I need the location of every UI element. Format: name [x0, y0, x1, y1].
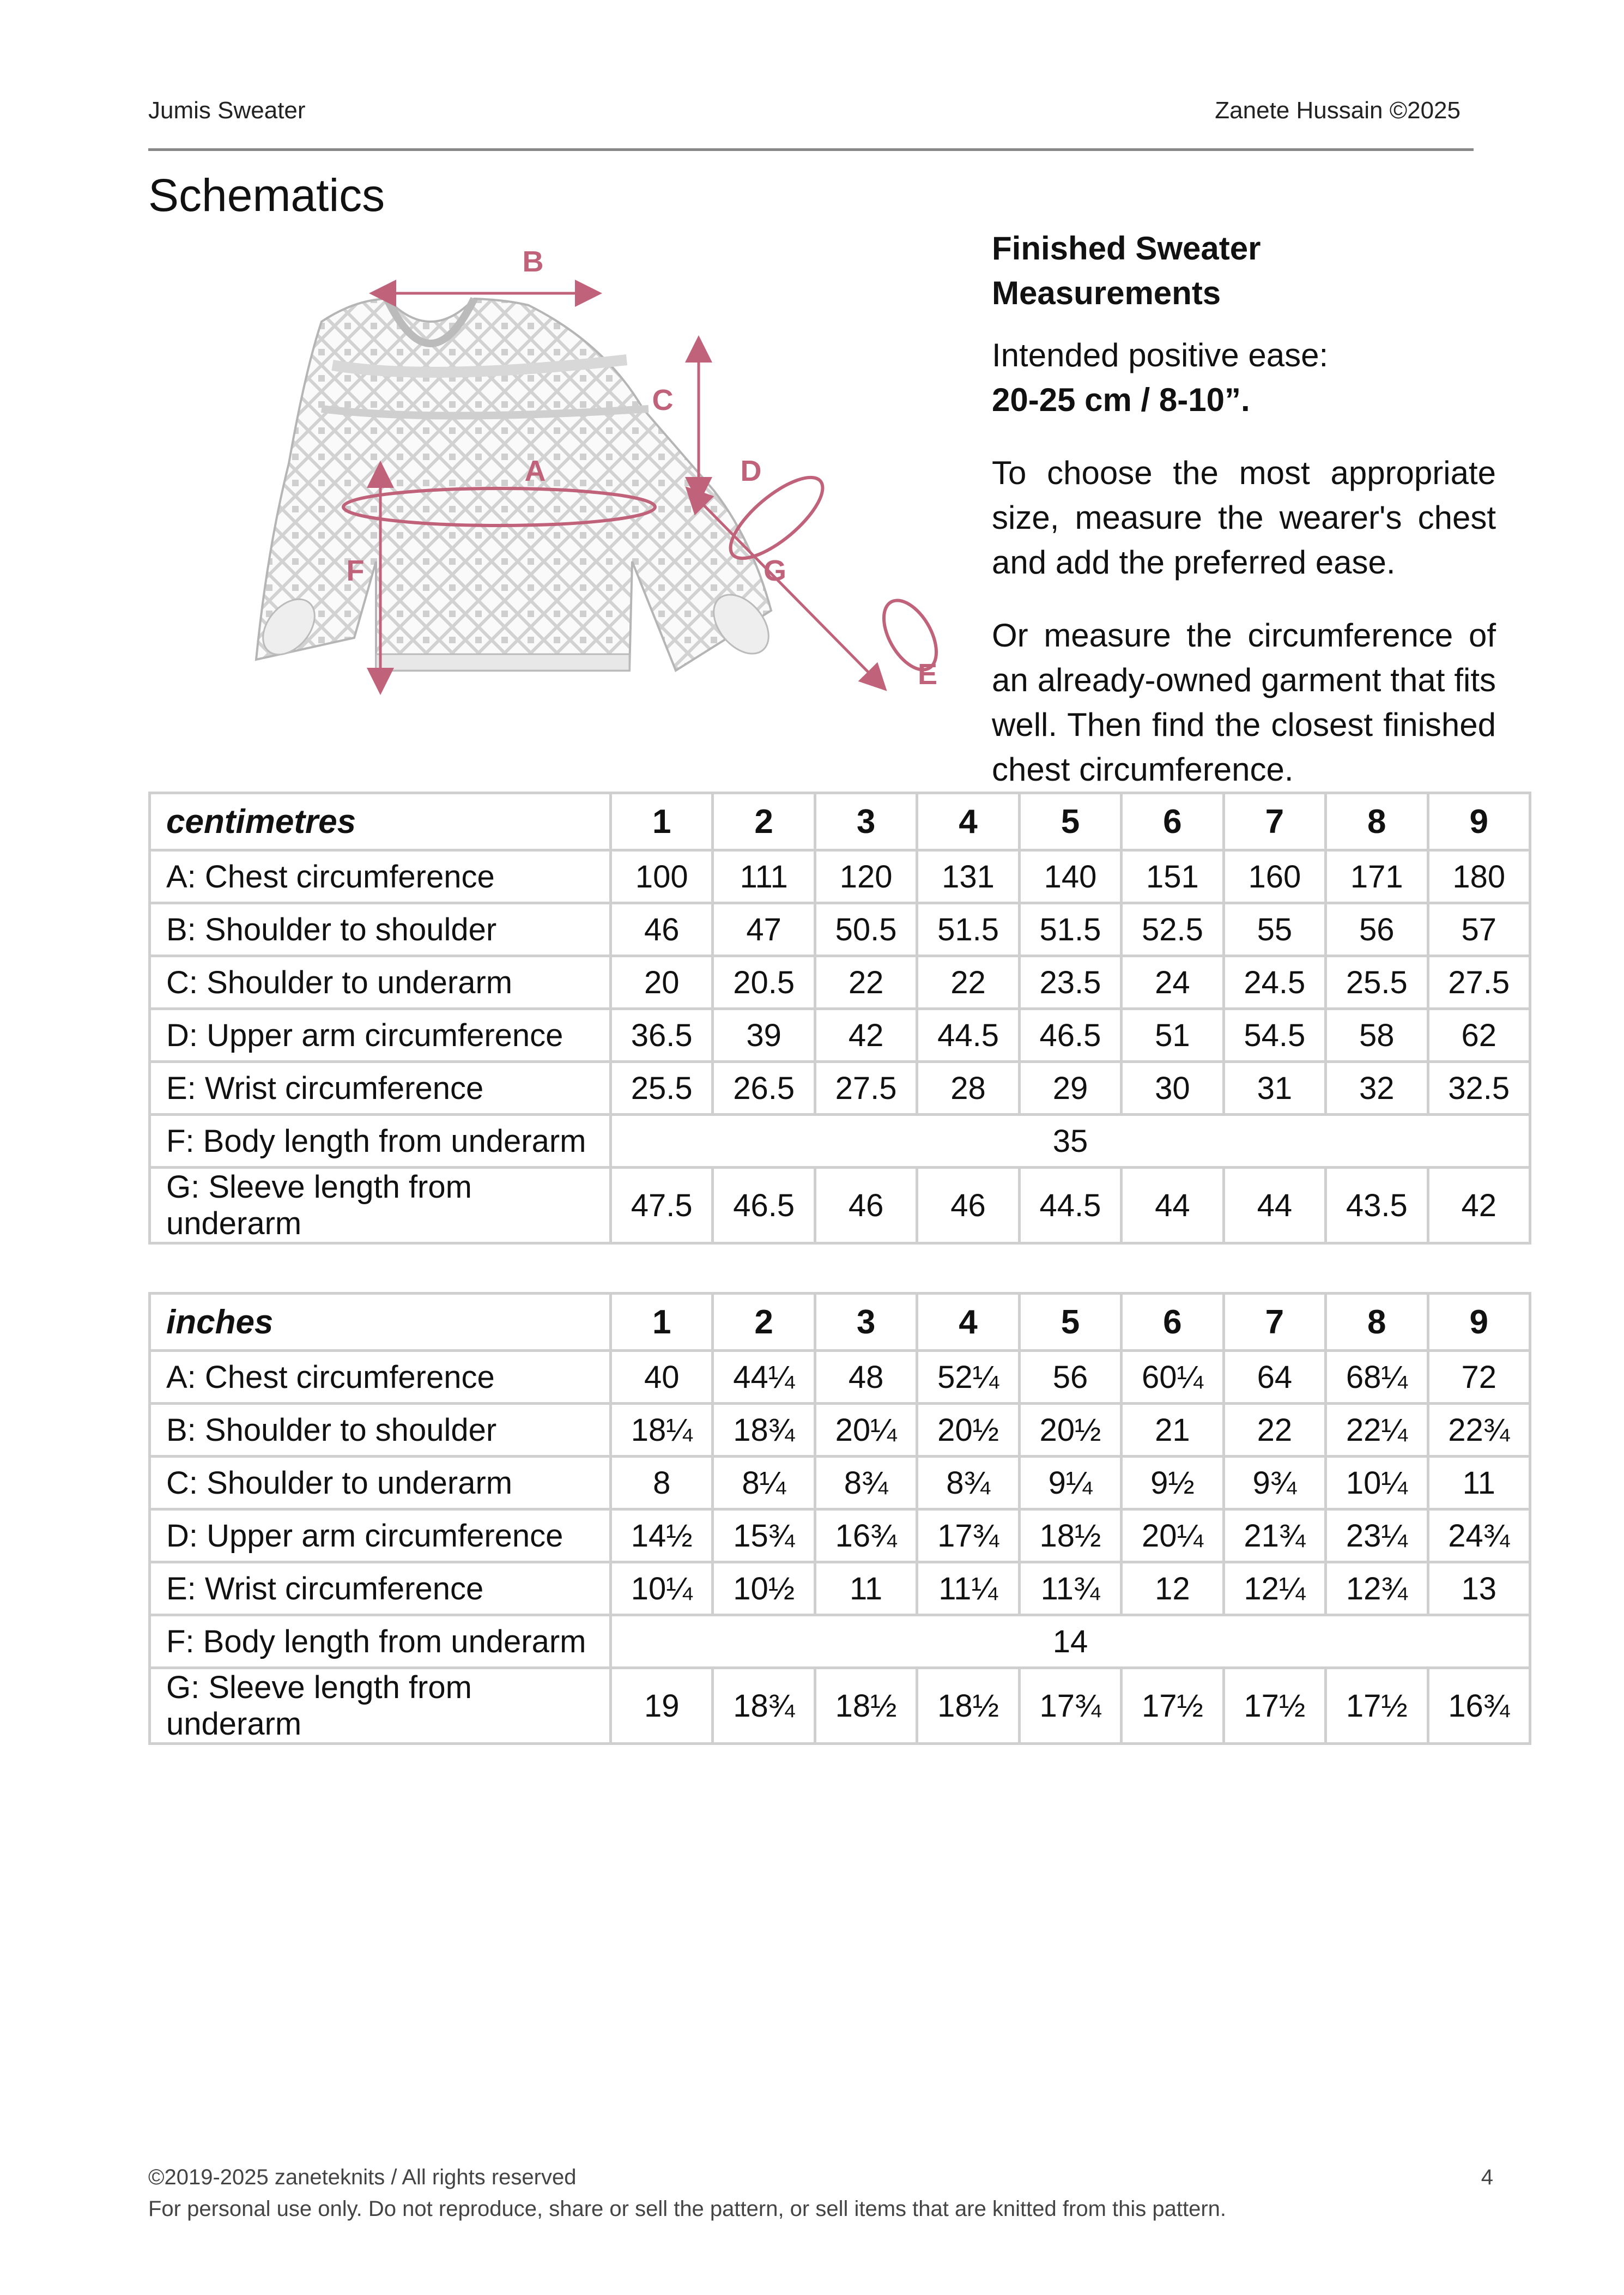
- table-cell: 16¾: [1428, 1668, 1530, 1744]
- table-cell-merged: 14: [611, 1615, 1530, 1668]
- table-cell: 50.5: [815, 903, 917, 956]
- table-cell: 40: [611, 1351, 713, 1404]
- schematic-label-d: D: [740, 455, 762, 487]
- table-cell: 47: [713, 903, 815, 956]
- table-cell: 32: [1326, 1062, 1428, 1115]
- table-cell: 20½: [1019, 1404, 1121, 1457]
- measurement-label: G: Sleeve length from underarm: [150, 1168, 611, 1243]
- size-header: 2: [713, 793, 815, 850]
- size-header: 9: [1428, 793, 1530, 850]
- table-cell: 44.5: [1019, 1168, 1121, 1243]
- table-cell: 100: [611, 850, 713, 903]
- table-cell: 10½: [713, 1562, 815, 1615]
- table-row: [150, 1668, 1530, 1744]
- table-cell: 58: [1326, 1009, 1428, 1062]
- measurement-label: C: Shoulder to underarm: [150, 956, 611, 1009]
- table-cell: 27.5: [815, 1062, 917, 1115]
- table-cell: 18¾: [713, 1404, 815, 1457]
- table-cell: 29: [1019, 1062, 1121, 1115]
- ease-paragraph: [992, 333, 1496, 422]
- table-row: [150, 1404, 1530, 1457]
- table-header-row: [150, 1294, 1530, 1351]
- table-cell: 12: [1122, 1562, 1223, 1615]
- table-cell: 131: [917, 850, 1019, 903]
- measurement-label: A: Chest circumference: [150, 1351, 611, 1404]
- size-header: 6: [1122, 1294, 1223, 1351]
- table-cell: 12¼: [1223, 1562, 1325, 1615]
- table-row: [150, 903, 1530, 956]
- table-row: [150, 850, 1530, 903]
- size-header: 7: [1223, 1294, 1325, 1351]
- table-cell: 21¾: [1223, 1509, 1325, 1562]
- table-cell: 23.5: [1019, 956, 1121, 1009]
- table-cell: 25.5: [611, 1062, 713, 1115]
- schematic-label-b: B: [522, 245, 544, 278]
- instruction-paragraph-2: Or measure the circumference of an already-owned garment that fits well. Then find the closest finished chest circumference.: [992, 617, 1496, 788]
- table-cell: 52¼: [917, 1351, 1019, 1404]
- table-cell: 44.5: [917, 1009, 1019, 1062]
- measurements-intro: [992, 226, 1496, 820]
- measurement-label: C: Shoulder to underarm: [150, 1457, 611, 1509]
- table-cell: 20¼: [1122, 1509, 1223, 1562]
- schematic-label-g: G: [763, 554, 787, 587]
- table-cell: 31: [1223, 1062, 1325, 1115]
- table-inches: [148, 1292, 1531, 1745]
- table-cell-merged: 35: [611, 1115, 1530, 1168]
- table-cell: 55: [1223, 903, 1325, 956]
- page-title: Schematics: [148, 170, 385, 221]
- table-cell: 24.5: [1223, 956, 1325, 1009]
- size-header: 8: [1326, 1294, 1428, 1351]
- size-header: 5: [1019, 1294, 1121, 1351]
- schematic-label-c: C: [652, 384, 674, 416]
- table-cell: 51.5: [1019, 903, 1121, 956]
- table-row: [150, 1009, 1530, 1062]
- table-cell: 72: [1428, 1351, 1530, 1404]
- unit-label: centimetres: [150, 793, 611, 850]
- measurement-label: F: Body length from underarm: [150, 1615, 611, 1668]
- table-cell: 22¾: [1428, 1404, 1530, 1457]
- table-cell: 23¼: [1326, 1509, 1428, 1562]
- measurement-label: D: Upper arm circumference: [150, 1009, 611, 1062]
- table-cell: 22: [1223, 1404, 1325, 1457]
- sweater-schematic: [125, 234, 975, 714]
- sweater-outline: [256, 299, 771, 671]
- table-cell: 56: [1326, 903, 1428, 956]
- section-heading: Finished Sweater Measurements: [992, 230, 1261, 311]
- table-cell: 8¾: [917, 1457, 1019, 1509]
- table-cell: 12¾: [1326, 1562, 1428, 1615]
- table-cell: 21: [1122, 1404, 1223, 1457]
- table-row: [150, 1168, 1530, 1243]
- table-cell: 42: [815, 1009, 917, 1062]
- table-cell: 18¼: [611, 1404, 713, 1457]
- table-cell: 18½: [917, 1668, 1019, 1744]
- table-cell: 68¼: [1326, 1351, 1428, 1404]
- table-cell: 24: [1122, 956, 1223, 1009]
- table-cell: 22: [815, 956, 917, 1009]
- size-header: 6: [1122, 793, 1223, 850]
- table-cell: 18½: [1019, 1509, 1121, 1562]
- table-cell: 8¾: [815, 1457, 917, 1509]
- table-cell: 44: [1223, 1168, 1325, 1243]
- footer-copyright: ©2019-2025 zaneteknits / All rights reserved: [148, 2165, 577, 2189]
- table-cell: 8¼: [713, 1457, 815, 1509]
- table-cell: 22¼: [1326, 1404, 1428, 1457]
- table-cell: 46.5: [713, 1168, 815, 1243]
- table-cell: 46: [611, 903, 713, 956]
- table-cell: 151: [1122, 850, 1223, 903]
- table-cell: 10¼: [611, 1562, 713, 1615]
- table-cell: 16¾: [815, 1509, 917, 1562]
- table-cell: 36.5: [611, 1009, 713, 1062]
- table-cell: 9¼: [1019, 1457, 1121, 1509]
- table-row: [150, 1115, 1530, 1168]
- table-cell: 26.5: [713, 1062, 815, 1115]
- table-cell: 20¼: [815, 1404, 917, 1457]
- table-cell: 44¼: [713, 1351, 815, 1404]
- table-cell: 120: [815, 850, 917, 903]
- ease-intro: Intended positive ease:: [992, 337, 1329, 373]
- table-header-row: [150, 793, 1530, 850]
- table-cell: 54.5: [1223, 1009, 1325, 1062]
- size-header: 3: [815, 793, 917, 850]
- table-cell: 32.5: [1428, 1062, 1530, 1115]
- measurement-label: F: Body length from underarm: [150, 1115, 611, 1168]
- measurement-label: E: Wrist circumference: [150, 1562, 611, 1615]
- size-header: 1: [611, 1294, 713, 1351]
- header-pattern-name: Jumis Sweater: [148, 97, 306, 124]
- table-cell: 43.5: [1326, 1168, 1428, 1243]
- size-header: 8: [1326, 793, 1428, 850]
- table-cell: 46.5: [1019, 1009, 1121, 1062]
- schematic-label-e: E: [917, 658, 938, 691]
- table-cell: 27.5: [1428, 956, 1530, 1009]
- table-cell: 10¼: [1326, 1457, 1428, 1509]
- table-row: [150, 956, 1530, 1009]
- measurement-label: B: Shoulder to shoulder: [150, 903, 611, 956]
- measurement-label: G: Sleeve length from underarm: [150, 1668, 611, 1744]
- table-row: [150, 1562, 1530, 1615]
- table-cell: 18½: [815, 1668, 917, 1744]
- header-author: Zanete Hussain ©2025: [1215, 97, 1461, 124]
- table-cell: 17¾: [917, 1509, 1019, 1562]
- header-divider: [148, 148, 1474, 151]
- table-cell: 56: [1019, 1351, 1121, 1404]
- table-cell: 9½: [1122, 1457, 1223, 1509]
- table-cell: 8: [611, 1457, 713, 1509]
- table-row: [150, 1062, 1530, 1115]
- table-cell: 30: [1122, 1062, 1223, 1115]
- table-cell: 62: [1428, 1009, 1530, 1062]
- size-header: 9: [1428, 1294, 1530, 1351]
- table-cell: 20: [611, 956, 713, 1009]
- footer-notice: For personal use only. Do not reproduce, share or sell the pattern, or sell items that are knitted from this pattern.: [148, 2197, 1227, 2221]
- ease-value: 20-25 cm / 8-10”.: [992, 382, 1250, 418]
- table-cell: 25.5: [1326, 956, 1428, 1009]
- table-cell: 39: [713, 1009, 815, 1062]
- schematic-label-f: F: [346, 554, 365, 587]
- table-cell: 20½: [917, 1404, 1019, 1457]
- table-cell: 52.5: [1122, 903, 1223, 956]
- table-cell: 13: [1428, 1562, 1530, 1615]
- table-cell: 57: [1428, 903, 1530, 956]
- table-cell: 28: [917, 1062, 1019, 1115]
- table-cell: 111: [713, 850, 815, 903]
- table-centimetres: [148, 792, 1531, 1245]
- table-cell: 46: [815, 1168, 917, 1243]
- size-header: 5: [1019, 793, 1121, 850]
- size-header: 7: [1223, 793, 1325, 850]
- table-row: [150, 1351, 1530, 1404]
- table-cell: 17½: [1122, 1668, 1223, 1744]
- table-cell: 17½: [1326, 1668, 1428, 1744]
- table-cell: 47.5: [611, 1168, 713, 1243]
- table-cell: 11: [815, 1562, 917, 1615]
- unit-label: inches: [150, 1294, 611, 1351]
- table-cell: 20.5: [713, 956, 815, 1009]
- table-cell: 17½: [1223, 1668, 1325, 1744]
- table-cell: 22: [917, 956, 1019, 1009]
- measurement-label: A: Chest circumference: [150, 850, 611, 903]
- instruction-paragraph-1: To choose the most appropriate size, measure the wearer's chest and add the preferred ease.: [992, 455, 1496, 581]
- table-row: [150, 1615, 1530, 1668]
- table-cell: 48: [815, 1351, 917, 1404]
- table-cell: 15¾: [713, 1509, 815, 1562]
- table-cell: 46: [917, 1168, 1019, 1243]
- table-cell: 60¼: [1122, 1351, 1223, 1404]
- table-cell: 51: [1122, 1009, 1223, 1062]
- table-cell: 24¾: [1428, 1509, 1530, 1562]
- page-number: 4: [1481, 2165, 1493, 2189]
- table-cell: 19: [611, 1668, 713, 1744]
- table-cell: 44: [1122, 1168, 1223, 1243]
- size-header: 4: [917, 793, 1019, 850]
- table-cell: 11: [1428, 1457, 1530, 1509]
- table-cell: 160: [1223, 850, 1325, 903]
- table-cell: 11¾: [1019, 1562, 1121, 1615]
- measurement-label: B: Shoulder to shoulder: [150, 1404, 611, 1457]
- table-row: [150, 1509, 1530, 1562]
- size-header: 1: [611, 793, 713, 850]
- table-cell: 14½: [611, 1509, 713, 1562]
- size-header: 2: [713, 1294, 815, 1351]
- size-header: 4: [917, 1294, 1019, 1351]
- size-header: 3: [815, 1294, 917, 1351]
- table-cell: 18¾: [713, 1668, 815, 1744]
- table-cell: 171: [1326, 850, 1428, 903]
- table-cell: 51.5: [917, 903, 1019, 956]
- table-cell: 42: [1428, 1168, 1530, 1243]
- schematic-label-a: A: [524, 455, 546, 487]
- table-row: [150, 1457, 1530, 1509]
- table-cell: 180: [1428, 850, 1530, 903]
- measurement-label: E: Wrist circumference: [150, 1062, 611, 1115]
- table-cell: 9¾: [1223, 1457, 1325, 1509]
- table-cell: 17¾: [1019, 1668, 1121, 1744]
- table-cell: 11¼: [917, 1562, 1019, 1615]
- measurement-label: D: Upper arm circumference: [150, 1509, 611, 1562]
- table-cell: 64: [1223, 1351, 1325, 1404]
- table-cell: 140: [1019, 850, 1121, 903]
